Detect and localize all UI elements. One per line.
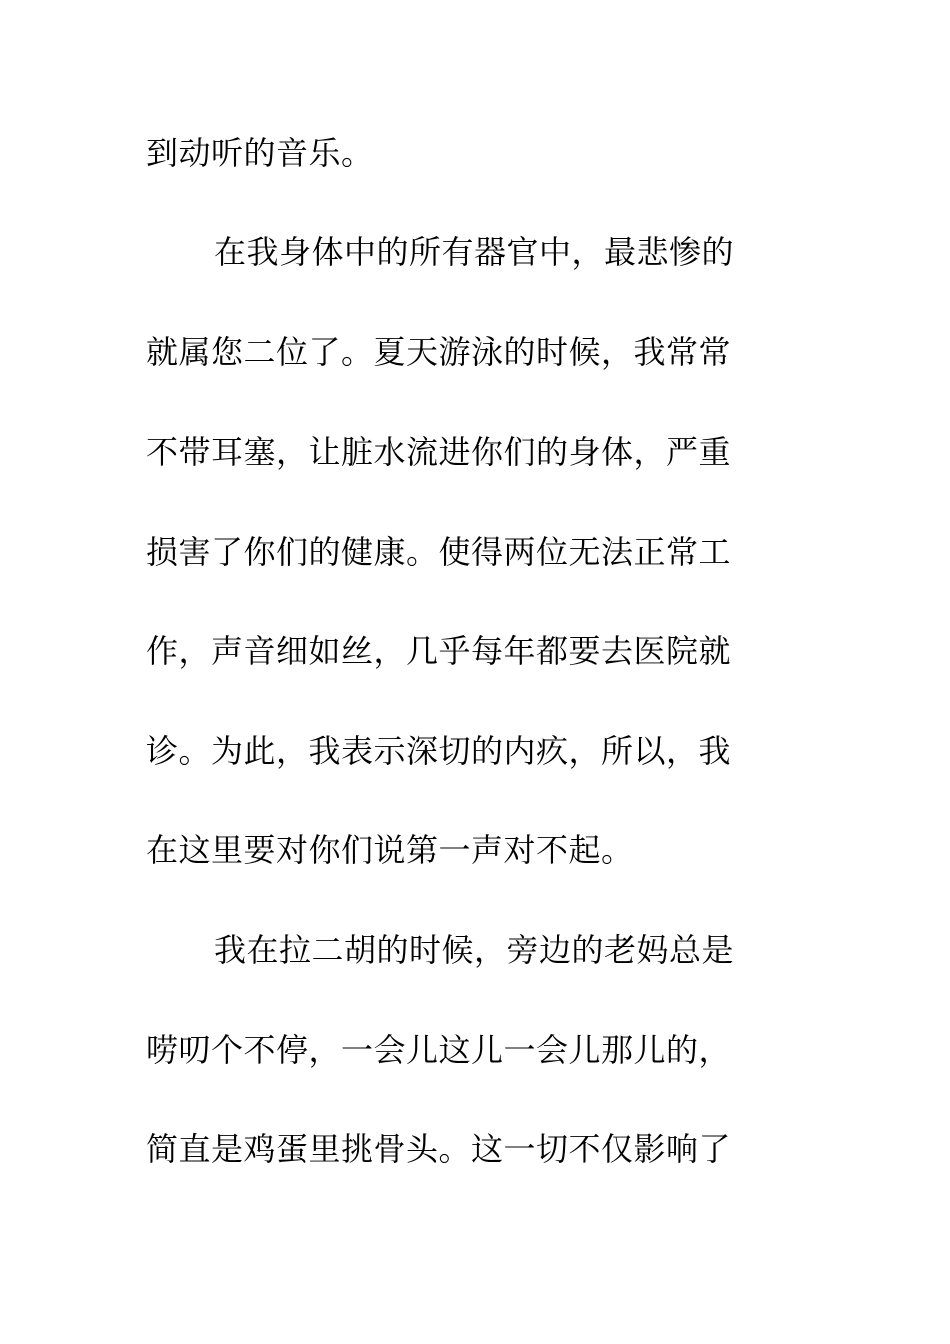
- text-line: 在这里要对你们说第一声对不起。: [146, 831, 634, 869]
- text-line: 到动听的音乐。: [146, 134, 374, 172]
- text-line: 就属您二位了。夏天游泳的时候，我常常: [146, 333, 732, 371]
- text-line: 简直是鸡蛋里挑骨头。这一切不仅影响了: [146, 1130, 732, 1168]
- text-line: 损害了你们的健康。使得两位无法正常工: [146, 533, 732, 571]
- paragraph-start-line: 我在拉二胡的时候，旁边的老妈总是: [214, 931, 735, 969]
- text-line: 唠叨个不停，一会儿这儿一会儿那儿的，: [146, 1031, 732, 1069]
- text-line: 不带耳塞，让脏水流进你们的身体，严重: [146, 433, 732, 471]
- text-line: 诊。为此，我表示深切的内疚，所以，我: [146, 732, 732, 770]
- paragraph-start-line: 在我身体中的所有器官中，最悲惨的: [214, 233, 735, 271]
- text-line: 作，声音细如丝，几乎每年都要去医院就: [146, 632, 732, 670]
